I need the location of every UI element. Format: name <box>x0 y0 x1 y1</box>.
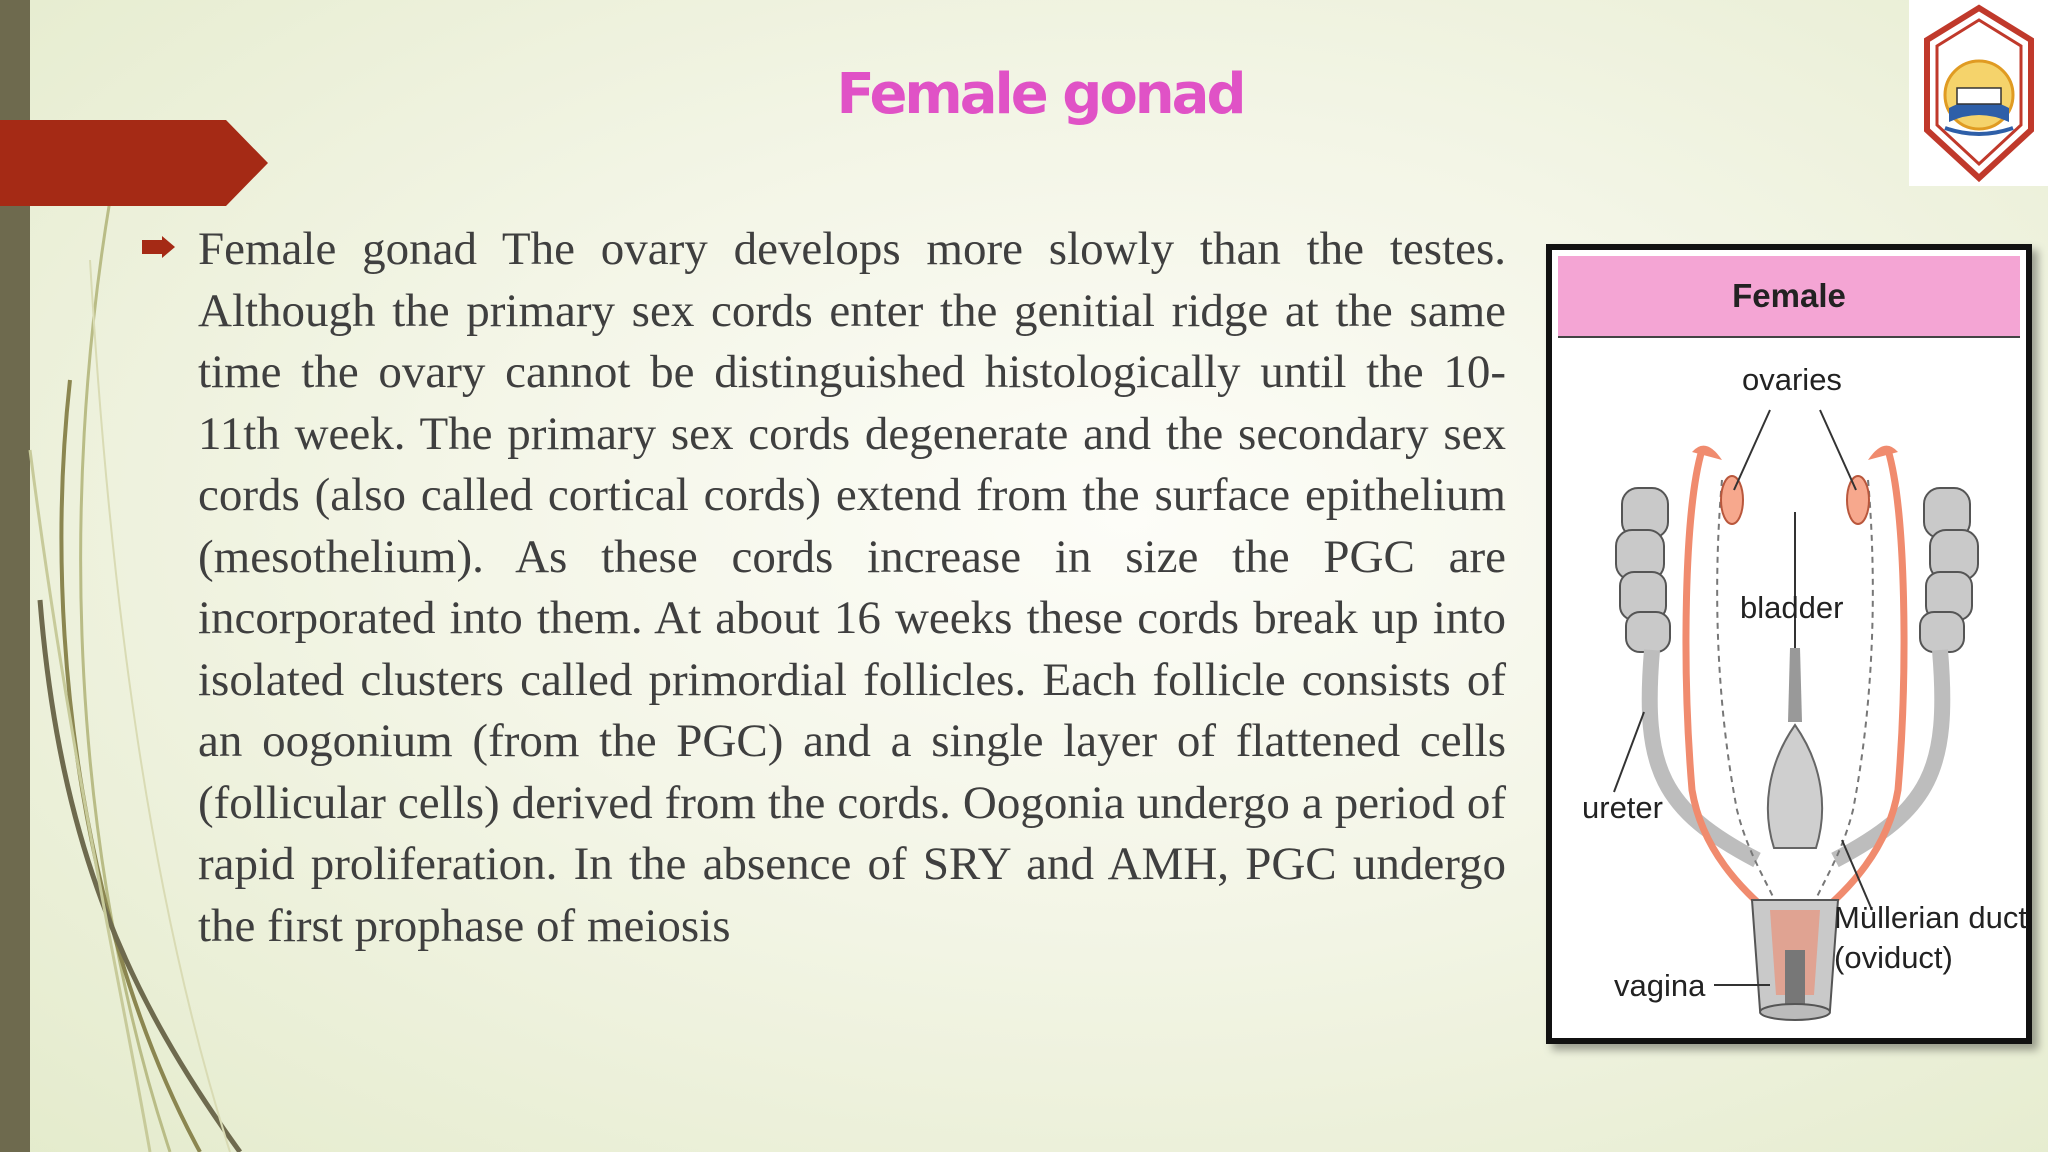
label-oviduct: (oviduct) <box>1834 940 1953 975</box>
female-reproductive-diagram <box>1546 244 2032 1044</box>
label-ovaries: ovaries <box>1742 362 1842 397</box>
label-mullerian-duct: Müllerian duct <box>1834 900 2027 935</box>
label-ureter: ureter <box>1582 790 1663 825</box>
label-vagina: vagina <box>1614 968 1706 1003</box>
university-logo <box>1909 0 2048 186</box>
label-bladder: bladder <box>1740 590 1844 625</box>
slide-title: Female gonad <box>836 62 1244 127</box>
body-paragraph: Female gonad The ovary develops more slowly than the testes. Although the primary sex cords enter the genitial ridge at the same time the ovary cannot be distinguished histologically until the 10-11th week. The primary sex cords degenerate and the secondary sex cords (also called cortical cords) extend from the surface epithelium (mesothelium). As these cords increase in size the PGC are incorporated into them. At about 16 weeks these cords break up into isolated clusters called primordial follicles. Each follicle consists of an oogonium (from the PGC) and a single layer of flattened cells (follicular cells) derived from the cords. Oogonia undergo a period of rapid proliferation. In the absence of SRY and AMH, PGC undergo the first prophase of meiosis <box>198 223 1506 952</box>
bullet-arrow-icon <box>142 236 176 258</box>
diagram-header: Female <box>1558 256 2020 338</box>
